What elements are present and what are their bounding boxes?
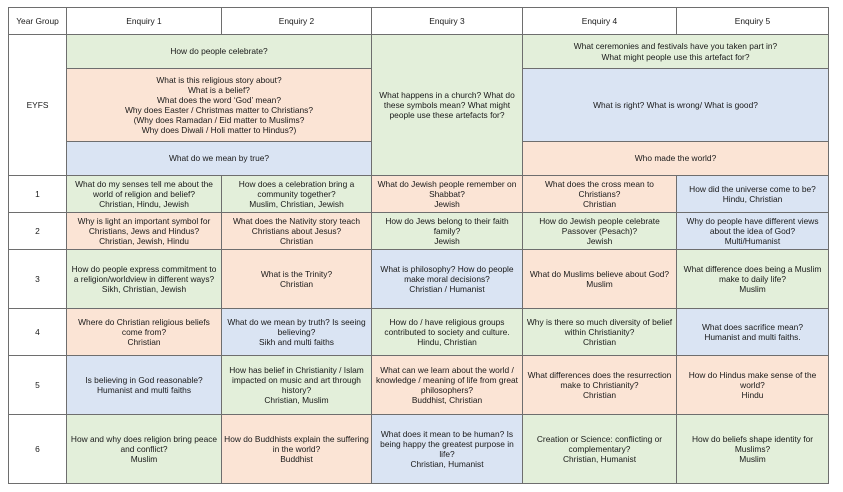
eyfs-enquiry-4-5-top: What ceremonies and festivals have you taken part in? What might people use this artefact for? [523,35,829,69]
header-enquiry-1: Enquiry 1 [67,8,222,35]
enquiry-cell: What differences does the resurrection make to Christianity? Christian [523,356,677,415]
header-enquiry-3: Enquiry 3 [372,8,523,35]
enquiry-cell: Why do people have different views about the idea of God? Multi/Humanist [677,213,829,250]
eyfs-enquiry-1-2-bottom: What do we mean by true? [67,142,372,176]
eyfs-enquiry-3: What happens in a church? What do these symbols mean? What might people use these artefacts for? [372,35,523,176]
year-row-4 [9,309,829,356]
enquiry-cell: What difference does being a Muslim make to daily life? Muslim [677,250,829,309]
enquiry-cell: Where do Christian religious beliefs come from? Christian [67,309,222,356]
enquiry-cell: How do Jews belong to their faith family? Jewish [372,213,523,250]
year-row-1 [9,176,829,213]
year-label: 5 [9,356,67,415]
enquiry-cell: How do Hindus make sense of the world? Hindu [677,356,829,415]
year-row-6 [9,415,829,484]
year-label: 4 [9,309,67,356]
enquiry-cell: How do Jewish people celebrate Passover (Pesach)? Jewish [523,213,677,250]
year-row-3 [9,250,829,309]
header-year-group: Year Group [9,8,67,35]
enquiry-cell: How do beliefs shape identity for Muslims? Muslim [677,415,829,484]
enquiry-cell: How do / have religious groups contributed to society and culture. Hindu, Christian [372,309,523,356]
enquiry-cell: Creation or Science: conflicting or complementary? Christian, Humanist [523,415,677,484]
enquiry-cell: Why is light an important symbol for Christians, Jews and Hindus? Christian, Jewish, Hindu [67,213,222,250]
enquiry-cell: What do my senses tell me about the world of religion and belief? Christian, Hindu, Jewish [67,176,222,213]
header-enquiry-2: Enquiry 2 [222,8,372,35]
enquiry-cell: What does the cross mean to Christians? Christian [523,176,677,213]
enquiry-cell: How and why does religion bring peace and conflict? Muslim [67,415,222,484]
eyfs-enquiry-1-2-mid: What is this religious story about? What is a belief? What does the word ‘God’ mean? Why does Easter / Christmas matter to Christians? (Why does Ramadan / Eid matter to Muslims? Why does Diwali / Holi matter to Hindus?) [67,69,372,142]
enquiry-cell: What do we mean by truth? Is seeing believing? Sikh and multi faiths [222,309,372,356]
year-row-5 [9,356,829,415]
year-row-2 [9,213,829,250]
enquiry-cell: What does the Nativity story teach Christians about Jesus? Christian [222,213,372,250]
enquiry-cell: Why is there so much diversity of belief within Christianity? Christian [523,309,677,356]
enquiry-cell: What do Jewish people remember on Shabbat? Jewish [372,176,523,213]
year-label: 6 [9,415,67,484]
year-label-eyfs: EYFS [9,35,67,176]
enquiry-cell: What is the Trinity? Christian [222,250,372,309]
enquiry-cell: What does sacrifice mean? Humanist and multi faiths. [677,309,829,356]
enquiry-cell: How do people express commitment to a religion/worldview in different ways? Sikh, Christian, Jewish [67,250,222,309]
enquiry-cell: What does it mean to be human? Is being happy the greatest purpose in life? Christian, Humanist [372,415,523,484]
year-label: 3 [9,250,67,309]
enquiry-cell: Is believing in God reasonable? Humanist and multi faiths [67,356,222,415]
eyfs-row-top [9,35,829,69]
year-label: 2 [9,213,67,250]
year-label: 1 [9,176,67,213]
enquiry-cell: How has belief in Christianity / Islam impacted on music and art through history? Christian, Muslim [222,356,372,415]
header-enquiry-5: Enquiry 5 [677,8,829,35]
enquiry-cell: How does a celebration bring a community together? Muslim, Christian, Jewish [222,176,372,213]
eyfs-enquiry-1-2-top: How do people celebrate? [67,35,372,69]
eyfs-enquiry-4-5-bottom: Who made the world? [523,142,829,176]
enquiry-cell: How did the universe come to be? Hindu, Christian [677,176,829,213]
header-row [9,8,829,35]
enquiry-cell: What do Muslims believe about God? Muslim [523,250,677,309]
enquiry-cell: What can we learn about the world / knowledge / meaning of life from great philosophers? Buddhist, Christian [372,356,523,415]
enquiry-cell: What is philosophy? How do people make moral decisions? Christian / Humanist [372,250,523,309]
enquiry-cell: How do Buddhists explain the suffering in the world? Buddhist [222,415,372,484]
eyfs-enquiry-4-5-mid: What is right? What is wrong/ What is good? [523,69,829,142]
curriculum-table [8,7,829,484]
header-enquiry-4: Enquiry 4 [523,8,677,35]
